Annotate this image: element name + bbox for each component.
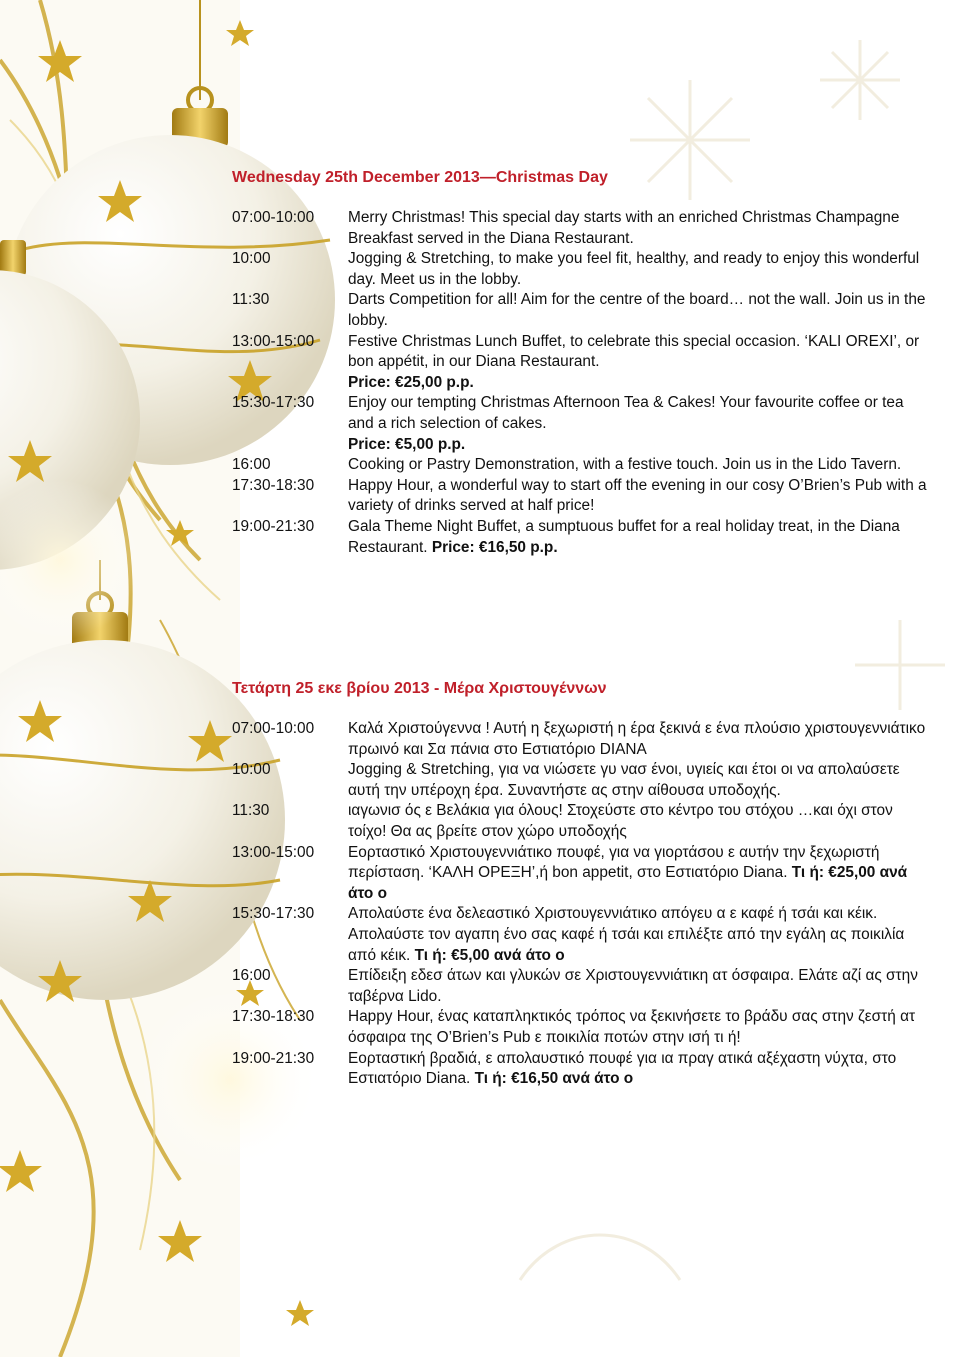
event-description: Festive Christmas Lunch Buffet, to celebrate this special occasion. ‘KALI OREXI’, or bon appétit, in our Diana Restaurant. (348, 332, 920, 371)
schedule-time: 10:00 (232, 250, 271, 268)
schedule-row (232, 249, 932, 290)
schedule-description (348, 393, 932, 455)
schedule-description (348, 208, 932, 249)
schedule-time: 19:00-21:30 (232, 1049, 315, 1067)
event-description: Cooking or Pastry Demonstration, with a festive touch. Join us in the Lido Tavern. (348, 456, 902, 474)
event-description: Darts Competition for all! Aim for the centre of the board… not the wall. Join us in the lobby. (348, 291, 926, 329)
event-description: Καλά Χριστούγεννα ! Αυτή η ξεχωριστή η έρα ξεκινά ε ένα πλούσιο χριστουγεννιάτικο πρωινό και Σα πάνια στο Εστιατόριο DIANA (348, 720, 926, 758)
schedule-time: 07:00-10:00 (232, 720, 315, 737)
schedule-description (348, 517, 932, 558)
schedule-description (348, 332, 932, 394)
greek-schedule (232, 679, 932, 1090)
event-price: Price: €25,00 p.p. (348, 373, 474, 391)
schedule-time: 11:30 (232, 802, 270, 820)
schedule-time: 16:00 (232, 967, 271, 985)
schedule-time: 07:00-10:00 (232, 209, 315, 226)
schedule-description (348, 843, 932, 905)
event-description: Gala Theme Night Buffet, a sumptuous buffet for a real holiday treat, in the Diana Restaurant. (348, 517, 900, 556)
schedule-time: 16:00 (232, 456, 271, 474)
event-description: ιαγωνισ ός ε Βελάκια για όλους! Στοχεύστε στο κέντρο του στόχου …και όχι στον τοίχο! Θα ας βρείτε στον χώρο υποδοχής (348, 802, 893, 840)
event-price: Τι ή: €5,00 ανά άτο ο (414, 946, 565, 964)
schedule-row (232, 760, 932, 801)
schedule-row (232, 208, 932, 249)
schedule-row (232, 719, 932, 760)
schedule-row (232, 843, 932, 905)
event-description: Enjoy our tempting Christmas Afternoon Tea & Cakes! Your favourite coffee or tea and a rich selection of cakes. (348, 394, 904, 432)
schedule-time: 17:30-18:30 (232, 476, 315, 494)
schedule-time: 13:00-15:00 (232, 332, 315, 350)
schedule-row (232, 1049, 932, 1090)
schedule-description (348, 290, 932, 331)
schedule-time: 10:00 (232, 761, 271, 779)
schedule-description (348, 476, 932, 517)
event-description: Merry Christmas! This special day starts with an enriched Christmas Champagne Breakfast served in the Diana Restaurant. (348, 209, 900, 247)
schedule-row (232, 517, 932, 558)
event-description: Εορταστικό Χριστουγεννιάτικο πουφέ, για να γιορτάσου ε αυτήν την ξεχωριστή περίσταση. ‘ΚΑΛΗ ΟΡΕΞΗ’,ή bon appetit, στο Εστιατόριο Diana. (348, 843, 880, 882)
schedule-time: 17:30-18:30 (232, 1008, 315, 1026)
schedule-description (348, 1049, 932, 1090)
event-price: Price: €5,00 p.p. (348, 435, 466, 453)
schedule-row (232, 904, 932, 966)
event-description: Jogging & Stretching, to make you feel fit, healthy, and ready to enjoy this wonderful day. Meet us in the lobby. (348, 250, 920, 288)
schedule-description (348, 1007, 932, 1048)
greek-day-title: Τετάρτη 25 εκε βρίου 2013 - Μέρα Χριστουγέννων (232, 680, 607, 697)
event-description: Απολαύστε ένα δελεαστικό Χριστουγεννιάτικο απόγευ α ε καφέ ή τσάι και κέικ. Απολαύστε τον αγαπη ένο σας καφέ ή τσάι και επιλέξτε από την εγάλη ας ποικιλία από κέικ. (348, 905, 905, 964)
english-schedule-list (232, 208, 932, 558)
schedule-row (232, 801, 932, 842)
schedule-description (348, 455, 932, 476)
event-description: Jogging & Stretching, για να νιώσετε γυ νασ ένοι, υγιείς και έτοι οι να απολαύσετε αυτή την υπέροχη έρα. Συναντήστε ας στην αίθουσα υποδοχής. (348, 761, 900, 799)
schedule-time: 11:30 (232, 291, 270, 309)
event-description: Εορταστική βραδιά, ε απολαυστικό πουφέ για ια πραγ ατικά αξέχαστη νύχτα, στο Εστιατόριο Diana. (348, 1049, 897, 1088)
event-price: Τι ή: €16,50 ανά άτο ο (474, 1070, 634, 1088)
schedule-row (232, 290, 932, 331)
event-description: Happy Hour, ένας καταπληκτικός τρόπος να ξεκινήσετε το βράδυ σας στην ζεστή ατ όσφαιρα της O’Brien’s Pub ε ποικιλία ποτών στην ισή τι ή! (348, 1008, 916, 1046)
schedule-time: 13:00-15:00 (232, 843, 315, 861)
event-description: Επίδειξη εδεσ άτων και γλυκών σε Χριστουγεννιάτικη ατ όσφαιρα. Ελάτε αζί ας στην ταβέρνα Lido. (348, 967, 918, 1005)
schedule-description (348, 801, 932, 842)
schedule-row (232, 393, 932, 455)
event-price: Price: €16,50 p.p. (431, 538, 558, 556)
schedule-description (348, 904, 932, 966)
schedule-description (348, 966, 932, 1007)
schedule-row (232, 332, 932, 394)
schedule-time: 15:30-17:30 (232, 905, 315, 923)
greek-schedule-list (232, 719, 932, 1090)
schedule-row (232, 455, 932, 476)
english-schedule (232, 168, 932, 558)
schedule-description (348, 249, 932, 290)
schedule-description (348, 719, 932, 760)
schedule-row (232, 476, 932, 517)
event-description: Happy Hour, a wonderful way to start off the evening in our cosy O’Brien’s Pub with a variety of drinks served at half price! (348, 476, 927, 515)
schedule-time: 15:30-17:30 (232, 394, 315, 412)
english-day-title: Wednesday 25th December 2013—Christmas Day (232, 169, 608, 186)
event-price: Τι ή: €25,00 ανά άτο ο (348, 864, 908, 902)
schedule-time: 19:00-21:30 (232, 517, 315, 535)
schedule-row (232, 966, 932, 1007)
schedule-row (232, 1007, 932, 1048)
schedule-description (348, 760, 932, 801)
